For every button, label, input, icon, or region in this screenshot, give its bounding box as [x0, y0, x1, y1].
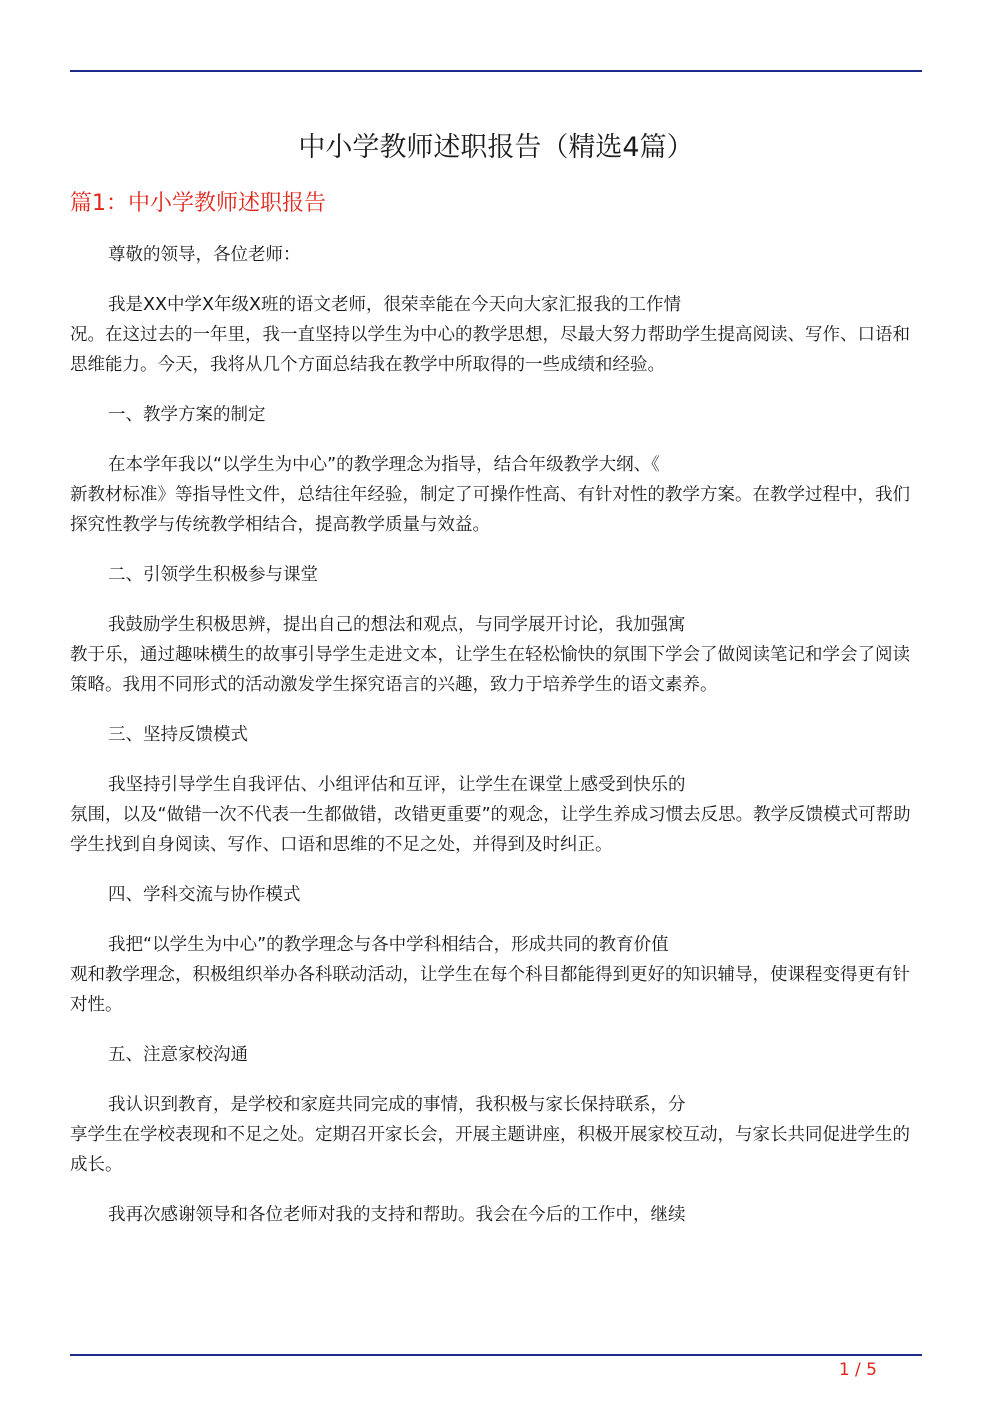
subheading-home-school: 五、注意家校沟通	[108, 1045, 248, 1065]
subheading-collaboration: 四、学科交流与协作模式	[108, 885, 301, 905]
paragraph-closing: 我再次感谢领导和各位老师对我的支持和帮助。我会在今后的工作中，继续	[108, 1205, 686, 1225]
paragraph-teaching-plan: 在本学年我以“以学生为中心”的教学理念为指导，结合年级教学大纲、《 新教材标准》等指导性文件，总结往年经验，制定了可操作性高、有针对性的教学方案。在教学过程中，我们探究性教学与传统教学相结合，提高教学质量与效益。	[70, 455, 910, 535]
document-title: 中小学教师述职报告（精选4篇）	[298, 132, 694, 163]
document-body	[70, 240, 922, 1230]
paragraph-intro: 我是XX中学X年级X班的语文老师，很荣幸能在今天向大家汇报我的工作情 况。在这过去的一年里，我一直坚持以学生为中心的教学思想，尽最大努力帮助学生提高阅读、写作、口语和思维能力。今天，我将从几个方面总结我在教学中所取得的一些成绩和经验。	[70, 295, 910, 375]
section-heading: 篇1：中小学教师述职报告	[70, 191, 326, 216]
bottom-rule	[70, 1354, 922, 1356]
paragraph-greeting: 尊敬的领导，各位老师：	[108, 245, 301, 265]
subheading-feedback: 三、坚持反馈模式	[108, 725, 248, 745]
paragraph-feedback: 我坚持引导学生自我评估、小组评估和互评，让学生在课堂上感受到快乐的 氛围，以及“做错一次不代表一生都做错，改错更重要”的观念，让学生养成习惯去反思。教学反馈模式可帮助学生找到自身阅读、写作、口语和思维的不足之处，并得到及时纠正。	[70, 775, 911, 855]
paragraph-collaboration: 我把“以学生为中心”的教学理念与各中学科相结合，形成共同的教育价值 观和教学理念，积极组织举办各科联动活动，让学生在每个科目都能得到更好的知识辅导，使课程变得更有针对性。	[70, 935, 910, 1015]
subheading-teaching-plan: 一、教学方案的制定	[108, 405, 266, 425]
page-number: 1 / 5	[838, 1360, 877, 1380]
subheading-classroom: 二、引领学生积极参与课堂	[108, 565, 318, 585]
paragraph-home-school: 我认识到教育，是学校和家庭共同完成的事情，我积极与家长保持联系，分 享学生在学校表现和不足之处。定期召开家长会，开展主题讲座，积极开展家校互动，与家长共同促进学生的成长。	[70, 1095, 910, 1175]
paragraph-classroom: 我鼓励学生积极思辨，提出自己的想法和观点，与同学展开讨论，我加强寓 教于乐，通过趣味横生的故事引导学生走进文本，让学生在轻松愉快的氛围下学会了做阅读笔记和学会了阅读策略。我用不同形式的活动激发学生探究语言的兴趣，致力于培养学生的语文素养。	[70, 615, 910, 695]
top-rule	[70, 70, 922, 72]
